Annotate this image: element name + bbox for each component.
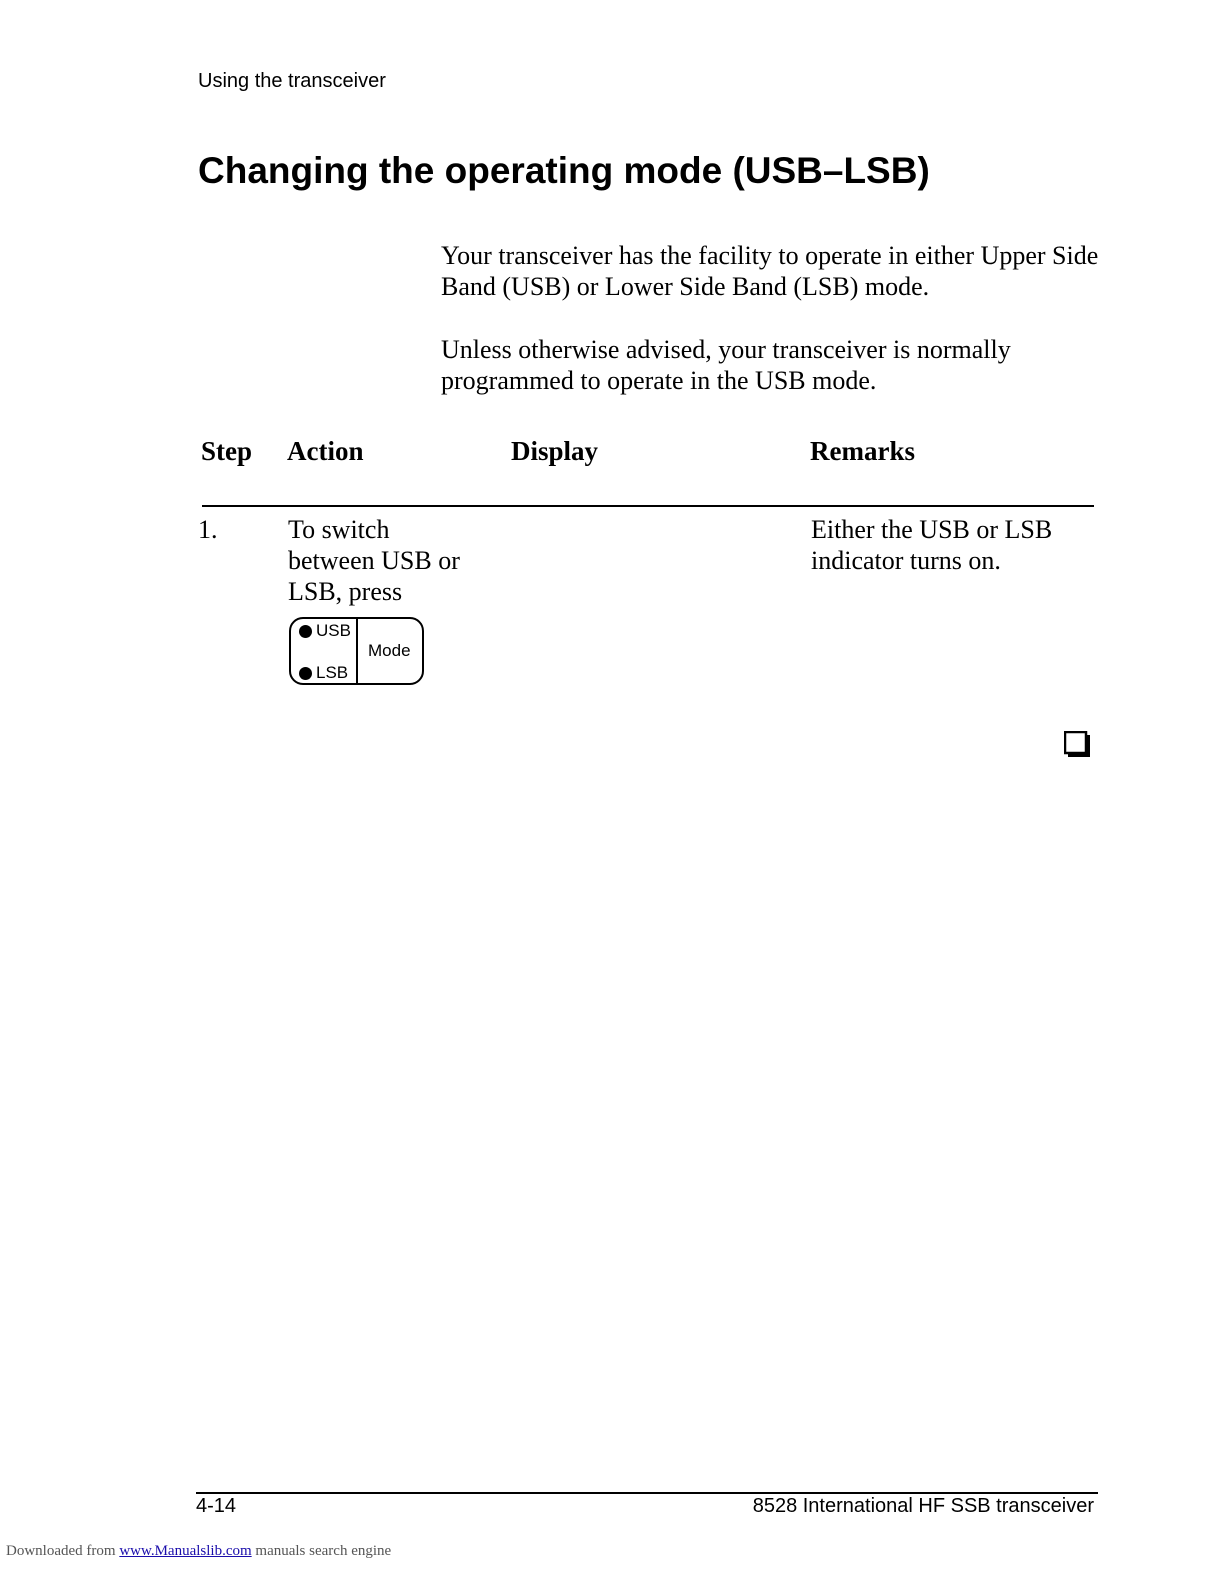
download-note-prefix: Downloaded from [6, 1543, 116, 1559]
key-divider [356, 619, 358, 683]
download-note [6, 1542, 391, 1560]
footer-product-name: 8528 International HF SSB transceiver [752, 1495, 1094, 1517]
column-header-step: Step [201, 436, 253, 466]
action-text-line: between USB or [288, 546, 460, 575]
action-text-line: LSB, press [288, 577, 403, 606]
step-number: 1. [198, 515, 218, 544]
page-number: 4-14 [196, 1495, 237, 1517]
mode-key-illustration [289, 617, 424, 685]
usb-indicator-label: USB [316, 621, 351, 640]
usb-indicator-led-icon [299, 625, 312, 638]
action-cell [288, 514, 488, 607]
ballot-box-icon [1064, 731, 1090, 757]
column-header-action: Action [287, 436, 364, 466]
table-header-rule [202, 505, 1094, 507]
intro-paragraph: Your transceiver has the facility to operate in either Upper Side Band (USB) or Lower Side Band (LSB) mode. [441, 241, 1099, 301]
mode-key-label: Mode [368, 641, 411, 660]
remarks-text-line: indicator turns on. [811, 546, 1001, 575]
intro-paragraph: Unless otherwise advised, your transceiver is normally programmed to operate in the USB mode. [441, 335, 1011, 395]
lsb-indicator-led-icon [299, 667, 312, 680]
column-header-remarks: Remarks [810, 436, 915, 466]
running-header: Using the transceiver [198, 70, 386, 92]
download-note-suffix: manuals search engine [255, 1543, 392, 1559]
remarks-text-line: Either the USB or LSB [811, 515, 1053, 544]
action-text-line: To switch [288, 515, 390, 544]
manualslib-link[interactable]: www.Manualslib.com [119, 1543, 252, 1559]
column-header-display: Display [511, 436, 599, 466]
lsb-indicator-label: LSB [316, 663, 349, 682]
page-title: Changing the operating mode (USB–LSB) [198, 150, 930, 191]
remarks-cell [811, 514, 1101, 576]
